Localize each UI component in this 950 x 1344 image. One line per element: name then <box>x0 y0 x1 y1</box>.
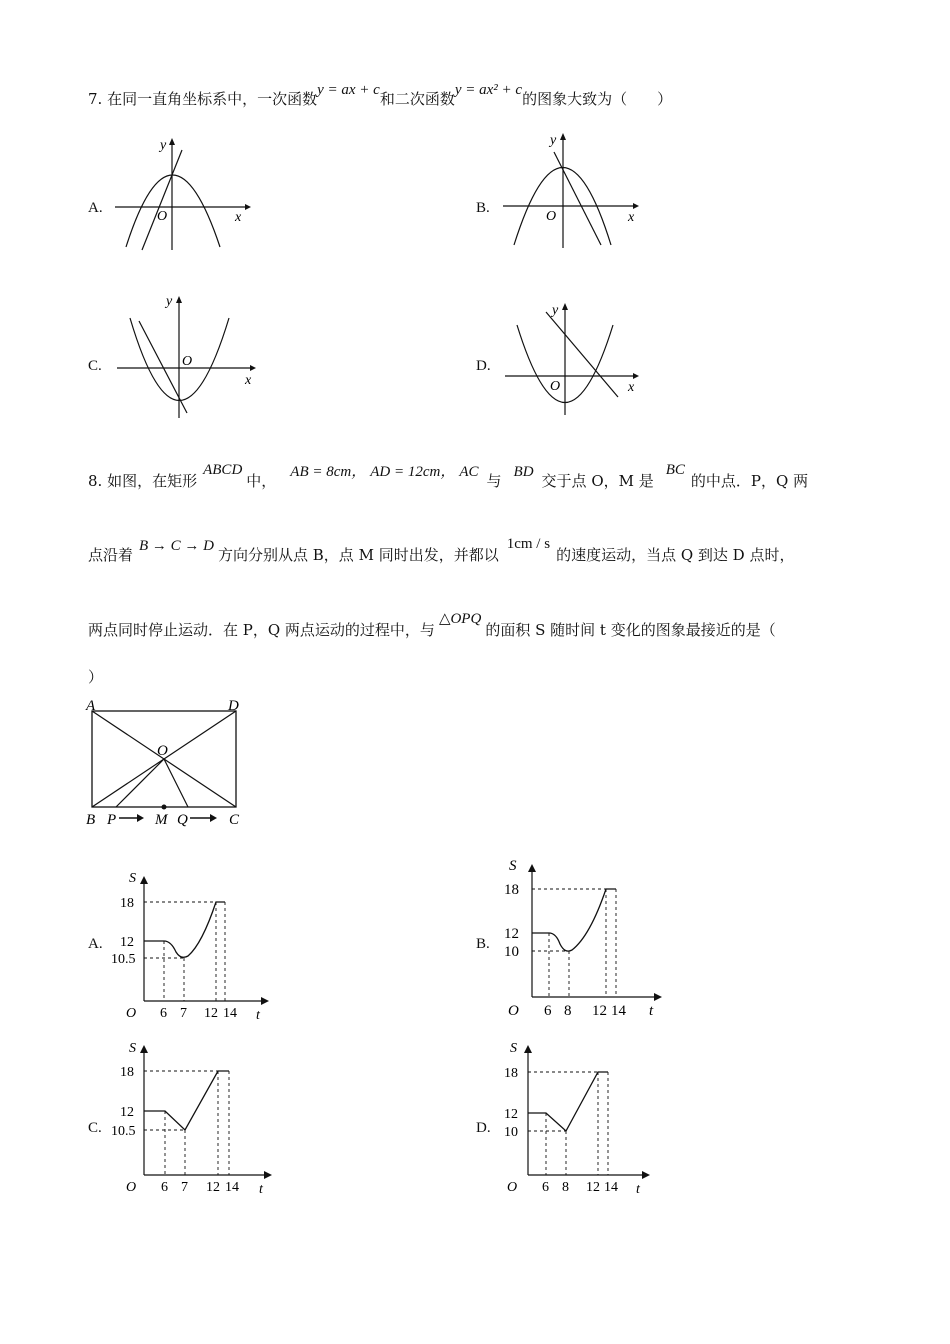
q7-option-d-label[interactable]: D. <box>476 358 491 374</box>
origin-label: O <box>546 209 557 224</box>
x-axis-arrow-icon <box>245 204 251 210</box>
y-label: y <box>550 133 557 148</box>
x-tick: 12 <box>206 1180 220 1195</box>
q7-text-1: 在同一直角坐标系中，一次函数 <box>107 90 318 108</box>
y-tick: 10.5 <box>111 1124 136 1139</box>
q8-math-ad: AD = 12cm， <box>370 464 456 480</box>
s-axis-arrow-icon <box>140 1045 148 1053</box>
x-tick: 8 <box>562 1180 569 1195</box>
area-polyline <box>144 1071 229 1130</box>
x-label: x <box>628 380 635 395</box>
y-axis-arrow-icon <box>560 133 566 140</box>
q7-linear-formula: y = ax + c <box>317 82 380 98</box>
q7-quadratic-formula: y = ax² + c <box>454 82 523 98</box>
y-tick: 12 <box>504 1107 518 1122</box>
t-axis-arrow-icon <box>654 993 662 1001</box>
segment-op <box>116 759 164 807</box>
q8-math-bc: BC <box>665 462 685 478</box>
q8-option-a-label[interactable]: A. <box>88 936 103 952</box>
q8-math-ac: AC <box>459 464 479 480</box>
q8-math-ab: AB = 8cm， <box>290 464 367 480</box>
q8-stem-line-3 <box>88 611 776 640</box>
x-label: x <box>628 210 635 225</box>
line <box>142 150 182 250</box>
x-tick: 12 <box>586 1180 600 1195</box>
origin-label: O <box>550 379 561 394</box>
y-tick: 12 <box>120 935 134 950</box>
x-axis-arrow-icon <box>250 365 256 371</box>
arrow-q-head-icon <box>210 814 217 822</box>
s-axis-arrow-icon <box>140 876 148 884</box>
area-polyline <box>528 1072 608 1131</box>
q8-stem-line-4: ） <box>88 668 104 686</box>
q8-text: 的中点．P，Q 两 <box>690 472 809 490</box>
origin-label: O <box>126 1006 137 1021</box>
y-tick: 18 <box>504 882 519 898</box>
q8-math-bd: BD <box>513 464 534 480</box>
x-tick: 14 <box>604 1180 618 1195</box>
q8-graph-c <box>106 1035 286 1200</box>
s-axis-arrow-icon <box>524 1045 532 1053</box>
guide-lines <box>144 902 225 1001</box>
x-tick: 14 <box>223 1006 237 1021</box>
y-tick: 18 <box>504 1066 518 1081</box>
q7-text-3: 的图象大致为（ ） <box>522 90 673 108</box>
label-b: B <box>86 812 96 828</box>
x-axis-arrow-icon <box>633 373 639 379</box>
q8-graph-d <box>494 1035 674 1200</box>
origin-label: O <box>126 1180 137 1195</box>
q8-math-abcd: ABCD <box>203 462 243 478</box>
label-d: D <box>228 698 239 714</box>
q8-math-triangle: △OPQ <box>438 611 482 627</box>
q7-graph-c <box>112 293 262 423</box>
point-m <box>162 805 167 810</box>
x-tick: 8 <box>564 1003 572 1019</box>
label-c: C <box>229 812 240 828</box>
q8-option-b-label[interactable]: B. <box>476 936 490 952</box>
segment-oq <box>164 759 188 807</box>
y-tick: 12 <box>120 1105 134 1120</box>
y-tick: 10.5 <box>111 952 136 967</box>
t-label: t <box>256 1008 260 1023</box>
q8-text: 交于点 O，M 是 <box>541 472 654 490</box>
label-p: P <box>107 812 117 828</box>
y-axis-arrow-icon <box>169 138 175 145</box>
label-o: O <box>157 743 168 759</box>
area-curve <box>532 889 616 951</box>
s-axis-arrow-icon <box>528 864 536 872</box>
y-tick: 12 <box>504 926 519 942</box>
q8-text: 的速度运动，当点 Q 到达 D 点时， <box>556 546 795 564</box>
q8-text: 中， <box>246 472 277 490</box>
q8-option-c-label[interactable]: C. <box>88 1120 102 1136</box>
q7-option-a-label[interactable]: A. <box>88 200 103 216</box>
y-label: y <box>166 294 173 309</box>
t-axis-arrow-icon <box>261 997 269 1005</box>
q8-stem-line-2 <box>88 536 795 565</box>
x-tick: 6 <box>542 1180 549 1195</box>
t-axis-arrow-icon <box>642 1171 650 1179</box>
q8-text: 与 <box>486 472 502 490</box>
x-tick: 6 <box>161 1180 168 1195</box>
label-q: Q <box>177 812 188 828</box>
q8-text: 如图，在矩形 <box>107 472 198 490</box>
s-label: S <box>509 858 517 874</box>
x-tick: 14 <box>611 1003 626 1019</box>
label-a: A <box>86 698 96 714</box>
guide-lines <box>528 1072 608 1175</box>
arrow-p-head-icon <box>137 814 144 822</box>
q8-math-path: B → C → D <box>139 538 215 554</box>
x-label: x <box>245 373 252 388</box>
s-label: S <box>129 871 136 886</box>
x-tick: 14 <box>225 1180 239 1195</box>
guide-lines <box>144 1071 229 1175</box>
origin-label: O <box>508 1003 519 1019</box>
x-tick: 7 <box>181 1180 188 1195</box>
t-label: t <box>259 1182 263 1197</box>
s-label: S <box>510 1041 517 1056</box>
q7-graph-b <box>498 130 648 255</box>
q8-text: 两点同时停止运动．在 P，Q 两点运动的过程中，与 <box>88 621 435 639</box>
area-curve <box>144 902 225 957</box>
parabola <box>126 175 220 247</box>
x-label: x <box>235 210 242 225</box>
origin-label: O <box>507 1180 518 1195</box>
t-label: t <box>649 1003 654 1019</box>
x-tick: 12 <box>592 1003 607 1019</box>
q7-stem <box>88 82 673 109</box>
q7-option-b-label[interactable]: B. <box>476 200 490 216</box>
y-label: y <box>160 138 167 153</box>
q7-number: 7. <box>88 90 103 108</box>
t-label: t <box>636 1182 640 1197</box>
q8-number: 8. <box>88 472 103 490</box>
q8-option-d-label[interactable]: D. <box>476 1120 491 1136</box>
guide-lines <box>532 889 616 997</box>
y-tick: 18 <box>120 896 134 911</box>
y-tick: 10 <box>504 944 519 960</box>
x-tick: 6 <box>160 1006 167 1021</box>
q8-graph-a <box>106 864 276 1024</box>
line <box>139 321 187 413</box>
y-tick: 10 <box>504 1125 518 1140</box>
q8-stem-line-1 <box>88 462 809 491</box>
q7-graph-d <box>500 300 650 430</box>
origin-label: O <box>157 209 168 224</box>
y-tick: 18 <box>120 1065 134 1080</box>
y-axis-arrow-icon <box>562 303 568 310</box>
x-axis-arrow-icon <box>633 203 639 209</box>
x-tick: 7 <box>180 1006 187 1021</box>
label-m: M <box>155 812 168 828</box>
t-axis-arrow-icon <box>264 1171 272 1179</box>
q7-option-c-label[interactable]: C. <box>88 358 102 374</box>
q8-text: 方向分别从点 B，点 M 同时出发，并都以 <box>218 546 499 564</box>
q8-rectangle-figure <box>82 695 262 835</box>
s-label: S <box>129 1041 136 1056</box>
x-tick: 6 <box>544 1003 552 1019</box>
x-tick: 12 <box>204 1006 218 1021</box>
y-label: y <box>552 303 559 318</box>
q8-text: 点沿着 <box>88 546 134 564</box>
origin-label: O <box>182 354 193 369</box>
q8-graph-b <box>494 852 674 1017</box>
y-axis-arrow-icon <box>176 296 182 303</box>
q7-text-2: 和二次函数 <box>379 90 455 108</box>
q8-text: 的面积 S 随时间 t 变化的图象最接近的是（ <box>485 621 776 639</box>
q8-math-speed: 1cm / s <box>506 536 551 552</box>
q7-graph-a <box>110 135 250 255</box>
